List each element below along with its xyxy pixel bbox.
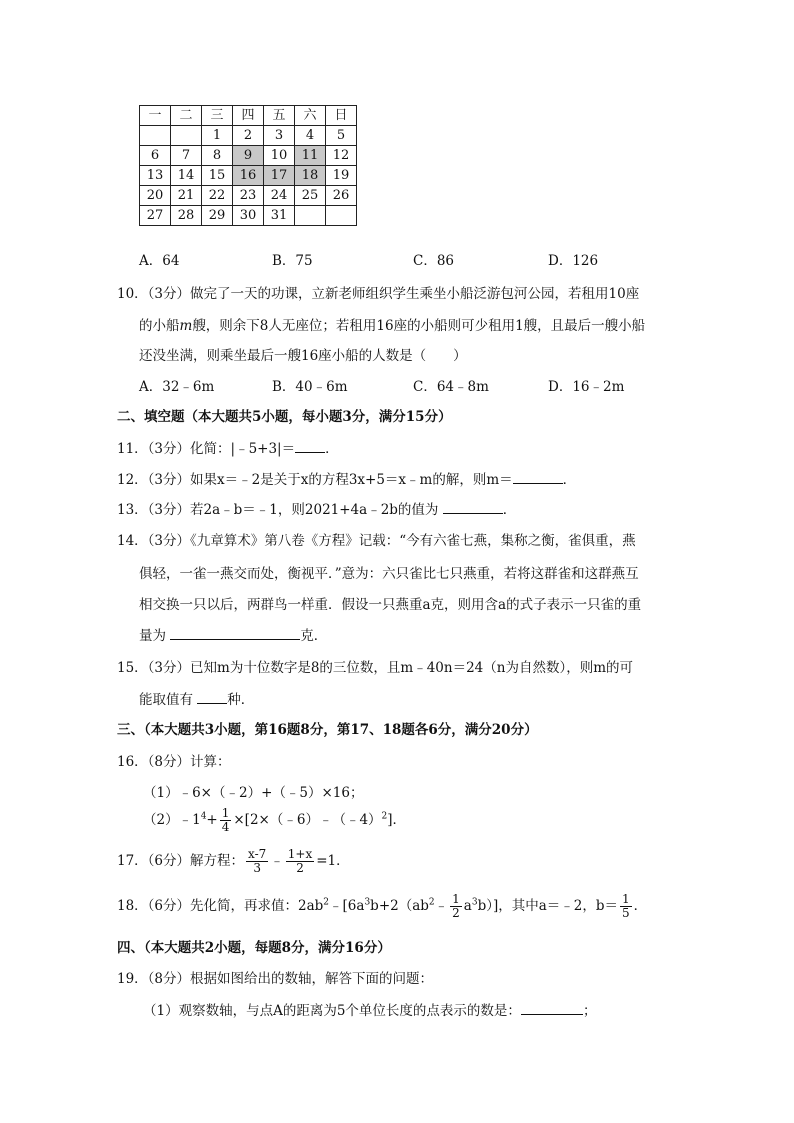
q17-prefix: 17．（6分）解方程： — [117, 853, 245, 869]
calendar-cell: 25 — [295, 186, 326, 206]
calendar-cell: 28 — [171, 206, 202, 226]
calendar-cell: 21 — [171, 186, 202, 206]
q18-fraction-half — [450, 893, 462, 920]
q10-line2-prefix: 的小船 — [139, 318, 180, 334]
q15-line2 — [139, 688, 254, 708]
q16-part2-end: ]． — [387, 812, 407, 828]
q10-option-a: A．32﹣6m — [139, 379, 215, 395]
calendar-row — [140, 186, 357, 206]
calendar-cell: 4 — [295, 126, 326, 146]
q14-line4-suffix: 克． — [300, 628, 328, 644]
q12: 12．（3分）如果x＝﹣2是关于x的方程3x+5＝x﹣m的解，则m＝ ． — [117, 472, 577, 488]
calendar-cell: 3 — [264, 126, 295, 146]
calendar-cell-highlighted: 18 — [295, 166, 326, 186]
calendar-cell — [295, 206, 326, 226]
fraction-denominator: 2 — [452, 906, 460, 920]
q10-line2-suffix: 艘，则余下8人无座位；若租用16座的小船则可少租用1艘，且最后一艘小船 — [192, 318, 646, 334]
q14-line2: 俱轻，一雀一燕交而处，衡视平．”意为：六只雀比七只燕重，若将这群雀和这群燕互 — [139, 566, 639, 582]
q14-answer-blank[interactable] — [170, 627, 300, 640]
q10-option-b: B．40﹣6m — [272, 379, 348, 395]
q17-fraction-2 — [286, 848, 314, 875]
fraction-denominator: 2 — [296, 861, 304, 875]
q19-part1-end: ； — [582, 1003, 597, 1019]
q16-part2-prefix: （2）﹣1 — [143, 812, 201, 828]
calendar-cell: 20 — [140, 186, 171, 206]
q16-part2-rest: ×[2×（﹣6）﹣（﹣4） — [233, 812, 382, 828]
fraction-numerator: x-7 — [248, 847, 267, 861]
fraction-denominator: 5 — [622, 906, 630, 920]
fraction-denominator: 4 — [221, 820, 230, 834]
q9-option-c: C．86 — [413, 253, 455, 269]
q16-part2-exponent-2: 2 — [381, 811, 388, 822]
q16-part2-fraction — [220, 807, 232, 834]
q10-line3: 还没坐满，则乘坐最后一艘16座小船的人数是（ ） — [139, 348, 467, 364]
calendar-cell-highlighted: 17 — [264, 166, 295, 186]
calendar-cell-highlighted: 11 — [295, 146, 326, 166]
calendar-cell: 5 — [326, 126, 357, 146]
q18-exp: 2 — [323, 897, 330, 908]
q15-line1: 15．（3分）已知m为十位数字是8的三位数，且m﹣40n＝24（n为自然数），则m的可 — [117, 660, 634, 676]
q19-part1 — [143, 999, 596, 1019]
q11-text: 11．（3分）化简：|﹣5+3|＝ — [117, 441, 296, 457]
calendar-cell: 29 — [202, 206, 233, 226]
q14-line3: 相交换一只以后，两群鸟一样重．假设一只燕重a克，则用含a的式子表示一只雀的重 — [139, 597, 642, 613]
calendar-cell-highlighted: 9 — [233, 146, 264, 166]
calendar-header: 日 — [326, 106, 357, 126]
q18-exp: 3 — [364, 897, 371, 908]
q13-answer-blank[interactable] — [443, 501, 503, 514]
q16-part2 — [143, 807, 406, 834]
q16-part2-plus: + — [206, 812, 218, 828]
fraction-numerator: 1+x — [287, 847, 313, 861]
calendar-cell: 1 — [202, 126, 233, 146]
calendar-row — [140, 126, 357, 146]
q18-text: b）]，其中a＝﹣2，b＝ — [477, 898, 619, 914]
q9-option-d: D．126 — [548, 253, 599, 269]
calendar-header: 四 — [233, 106, 264, 126]
q18-text: a — [463, 898, 472, 914]
calendar-header: 一 — [140, 106, 171, 126]
q19-answer-blank[interactable] — [521, 1002, 583, 1015]
calendar-header: 五 — [264, 106, 295, 126]
calendar-header-row — [140, 106, 357, 126]
calendar-cell: 7 — [171, 146, 202, 166]
q16-part2-exponent: 4 — [200, 811, 207, 822]
q10-option-d: D．16﹣2m — [548, 379, 625, 395]
calendar-cell: 30 — [233, 206, 264, 226]
q17-fraction-1 — [246, 848, 268, 875]
q13-text: 13．（3分）若2a﹣b＝﹣1，则2021+4a﹣2b的值为 — [117, 502, 439, 518]
calendar-cell: 2 — [233, 126, 264, 146]
q12-answer-blank[interactable] — [513, 471, 563, 484]
q11: 11．（3分）化简：|﹣5+3|＝ ． — [117, 441, 339, 457]
calendar-cell — [171, 126, 202, 146]
q14-line1: 14．（3分）《九章算术》第八卷《方程》记载：“今有六雀七燕，集称之衡，雀俱重，燕 — [117, 533, 636, 549]
calendar-cell: 10 — [264, 146, 295, 166]
calendar-header: 六 — [295, 106, 326, 126]
calendar-cell: 26 — [326, 186, 357, 206]
calendar-cell: 6 — [140, 146, 171, 166]
calendar-row — [140, 166, 357, 186]
calendar-cell: 15 — [202, 166, 233, 186]
q18-text: ﹣ — [434, 898, 449, 914]
calendar-cell: 27 — [140, 206, 171, 226]
calendar-cell-highlighted: 16 — [233, 166, 264, 186]
calendar-cell: 23 — [233, 186, 264, 206]
q12-text: 12．（3分）如果x＝﹣2是关于x的方程3x+5＝x﹣m的解，则m＝ — [117, 472, 513, 488]
section2-title: 二、填空题（本大题共5小题，每小题3分，满分15分） — [117, 409, 452, 425]
fraction-numerator: 1 — [622, 892, 630, 906]
q18-text: ﹣[6a — [329, 898, 365, 914]
calendar-cell: 13 — [140, 166, 171, 186]
calendar-table — [139, 105, 357, 226]
q18 — [117, 893, 647, 920]
q17-minus: ﹣ — [270, 853, 284, 869]
q18-exp: 2 — [428, 897, 435, 908]
fraction-numerator: 1 — [452, 892, 460, 906]
calendar-header: 二 — [171, 106, 202, 126]
calendar-cell: 22 — [202, 186, 233, 206]
q18-exp: 3 — [471, 897, 478, 908]
q19-part1-text: （1）观察数轴，与点A的距离为5个单位长度的点表示的数是： — [143, 1003, 521, 1019]
q14-line4 — [139, 624, 327, 644]
calendar-cell: 14 — [171, 166, 202, 186]
q15-answer-blank[interactable] — [197, 691, 227, 704]
q9-option-b: B．75 — [272, 253, 313, 269]
section4-title: 四、（本大题共2小题，每题8分，满分16分） — [117, 940, 391, 956]
calendar-cell: 12 — [326, 146, 357, 166]
fraction-denominator: 3 — [253, 861, 261, 875]
q10-line2: 的小船m艘，则余下8人无座位；若租用16座的小船则可少租用1艘，且最后一艘小船 — [139, 318, 646, 334]
section3-title: 三、（本大题共3小题，第16题8分，第17、18题各6分，满分20分） — [117, 722, 538, 738]
calendar-cell — [140, 126, 171, 146]
calendar-cell: 24 — [264, 186, 295, 206]
q16-part1: （1）﹣6×（﹣2）+（﹣5）×16； — [143, 785, 364, 801]
calendar-cell — [326, 206, 357, 226]
q19-title: 19．（8分）根据如图给出的数轴，解答下面的问题： — [117, 971, 434, 987]
q18-text: b+2（ab — [370, 898, 429, 914]
q18-fraction-b — [620, 893, 632, 920]
calendar-row — [140, 146, 357, 166]
q10-option-c: C．64﹣8m — [413, 379, 489, 395]
calendar-cell: 31 — [264, 206, 295, 226]
q13: 13．（3分）若2a﹣b＝﹣1，则2021+4a﹣2b的值为 ． — [117, 502, 517, 518]
calendar-cell: 19 — [326, 166, 357, 186]
q15-line2-suffix: 种． — [227, 692, 255, 708]
q14-line4-prefix: 量为 — [139, 628, 166, 644]
calendar-row — [140, 206, 357, 226]
fraction-numerator: 1 — [221, 806, 230, 820]
calendar-header: 三 — [202, 106, 233, 126]
q18-prefix: 18．（6分）先化简，再求值：2ab — [117, 898, 324, 914]
q17-end: =1． — [316, 853, 350, 869]
q15-line2-prefix: 能取值有 — [139, 692, 193, 708]
q17 — [117, 848, 350, 875]
q18-end: ． — [633, 898, 648, 914]
q9-option-a: A．64 — [139, 253, 180, 269]
q16-title: 16．（8分）计算： — [117, 754, 231, 770]
q10-line1: 10．（3分）做完了一天的功课，立新老师组织学生乘坐小船泛游包河公园，若租用10座 — [117, 286, 640, 302]
q11-answer-blank[interactable] — [295, 440, 325, 453]
calendar-cell: 8 — [202, 146, 233, 166]
